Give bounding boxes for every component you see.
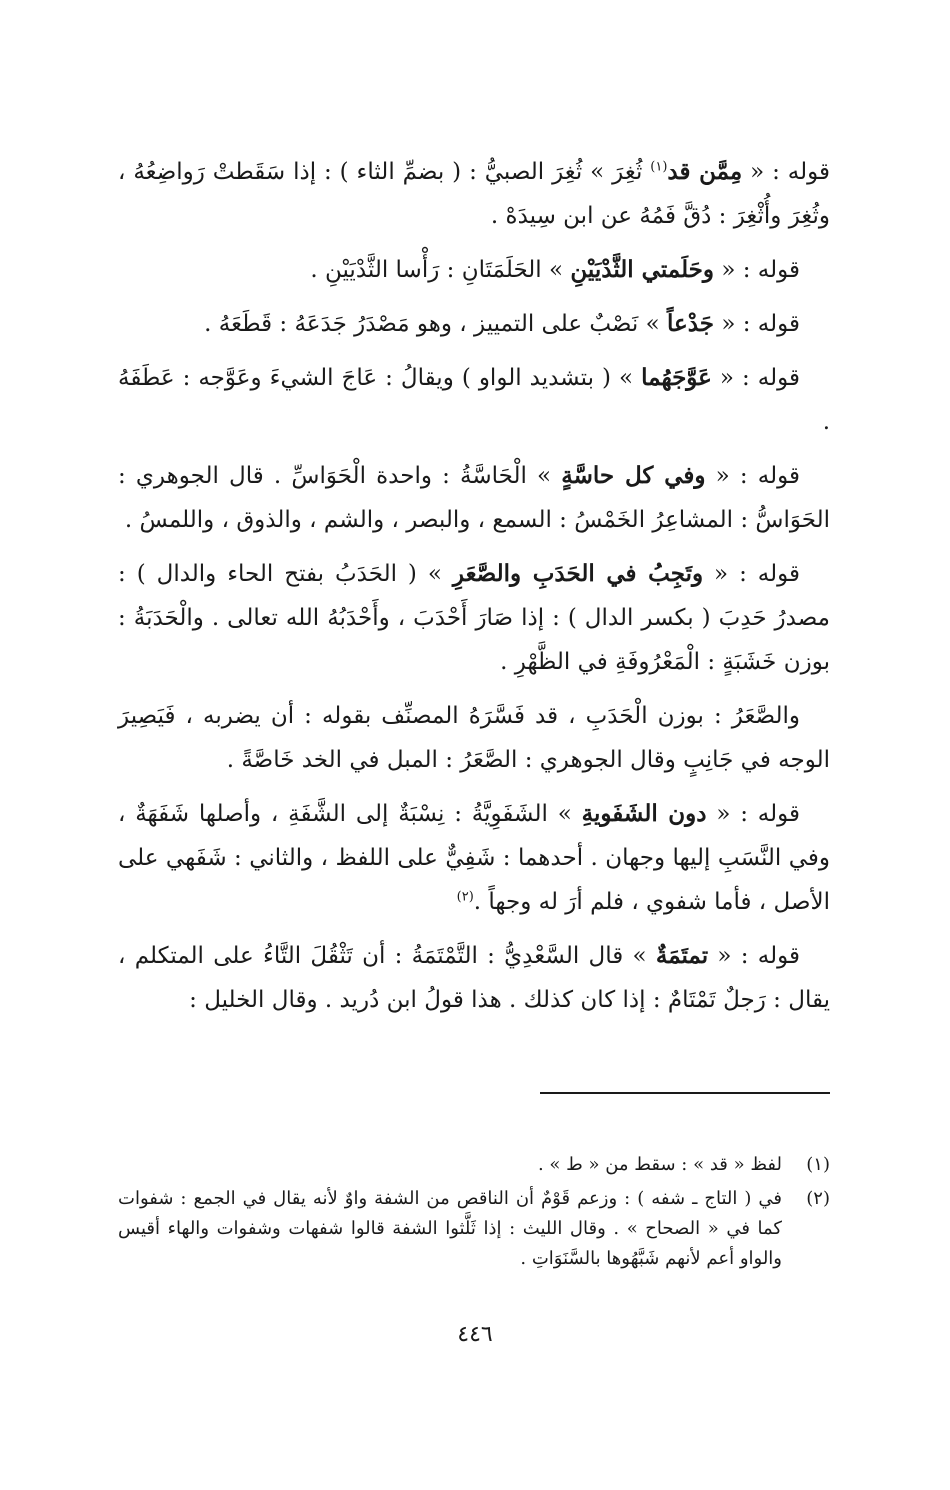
paragraph-text: ثُغِرَ » ثُغِرَ الصبيُّ : ( بضمِّ الثاء ) : إذا سَقَطتْ رَواضِعُهُ ، وثُغِرَ وأُثْغِرَ : دُقَّ فَمُهُ عن ابن سِيدَهْ .: [118, 159, 830, 229]
paragraph: [118, 302, 830, 346]
footnote-divider: [540, 1092, 830, 1094]
paragraph-text: والصَّعَرُ : بوزن الْحَدَبِ ، قد فَسَّرَهُ المصنِّف بقوله : أن يضربه ، فَيَصِيرَ الوجه في جَانِبٍ وقال الجوهري : الصَّعَرُ : المبل في الخد خَاصَّةً .: [118, 703, 830, 773]
headword: دون الشَفَويةِ: [581, 800, 707, 827]
paragraph: [118, 248, 830, 292]
headword: تمتَمَةٌ: [655, 942, 709, 969]
paragraph: [118, 150, 830, 238]
headword: وحَلَمتي الثَّدْيَيْنِ: [570, 256, 715, 283]
footnote-text: لفظ « قد » : سقط من « ط » .: [537, 1154, 782, 1175]
main-text: [118, 150, 830, 1032]
footnotes: [118, 1150, 830, 1278]
paragraph-text: » ( الحَدَبُ بفتح الحاء والدال ) : مصدرُ حَدِبَ ( بكسر الدال ) : إذا صَارَ أَحْدَبَ ، وأَحْدَبُهُ الله تعالى . والْحَدَبَةُ : بوزن خَشَبَةٍ : الْمَعْرُوفَةِ في الظَّهْرِ .: [118, 561, 830, 675]
paragraph-text: » قال السَّعْدِيُّ : التَّمْتَمَةُ : أن تَثْقُلَ التَّاءُ على المتكلم ، يقال : رَجلٌ تَمْتَامٌ : إذا كان كذلك . هذا قولُ ابن دُريد . وقال الخليل :: [118, 943, 830, 1013]
paragraph-lead: قوله : «: [706, 801, 800, 827]
footnote: [118, 1150, 830, 1180]
page-number: ٤٤٦: [457, 1322, 493, 1347]
headword: عَوَّجَهُما: [641, 364, 712, 391]
paragraph-text: » الشَفَوِيَّةُ : نِسْبَةٌ إلى الشَّفَةِ ، وأصلها شَفَهَةٌ ، وفي النَّسَبِ إليها وجهان . أحدهما : شَفِيٌّ على اللفظ ، والثاني : شَفَهي على الأصل ، فأما شفوي ، فلم أرَ له وجهاً .: [118, 801, 830, 915]
paragraph-lead: قوله : «: [703, 561, 800, 587]
footnote: [118, 1184, 830, 1274]
paragraph-lead: قوله : «: [708, 943, 800, 969]
paragraph-lead: قوله : «: [714, 257, 800, 283]
footnote-number: (١): [806, 1154, 830, 1175]
paragraph: [118, 356, 830, 444]
paragraph-text: » الْحَاسَّةُ : واحدة الْحَوَاسِّ . قال الجوهري : الحَوَاسُّ : المشاعِرُ الخَمْسُ : السمع ، والبصر ، والشم ، والذوق ، واللمسُ .: [118, 463, 830, 533]
paragraph-lead: قوله : «: [714, 311, 800, 337]
headword: وتَجِبُ في الحَدَبِ والصَّعَرِ: [452, 560, 704, 587]
headword: وفي كل حاسَّةٍ: [561, 462, 706, 489]
paragraph: [118, 552, 830, 684]
headword: مِمَّن قد: [667, 158, 743, 185]
paragraph: [118, 454, 830, 542]
paragraph-text: » ( بتشديد الواو ) ويقالُ : عَاجَ الشيءَ وعَوَّجه : عَطَفَهُ .: [118, 365, 830, 435]
footnote-text: في ( التاج ـ شفه ) : وزعم قَوْمٌ أن الناقص من الشفة واوٌ لأنه يقال في الجمع : شفوات كما في « الصحاح » . وقال الليث : إذا ثَلَّثوا الشفة قالوا شفهات وشفوات والهاء أقيس والواو أعم لأنهم شَبَّهُوها بالسَّنَوَاتِ .: [118, 1188, 782, 1269]
paragraph-text: » نَصْبٌ على التمييز ، وهو مَصْدَرُ جَدَعَهُ : قَطَعَهُ .: [204, 311, 667, 337]
paragraph: [118, 792, 830, 924]
paragraph-lead: قوله : «: [711, 365, 800, 391]
paragraph-lead: قوله : «: [705, 463, 800, 489]
paragraph: [118, 694, 830, 782]
headword: جَدْعاً: [666, 310, 715, 337]
paragraph: [118, 934, 830, 1022]
footnote-number: (٢): [806, 1188, 830, 1209]
footnote-mark[interactable]: (١): [650, 159, 668, 175]
footnote-mark[interactable]: (٢): [456, 889, 474, 905]
paragraph-lead: قوله : «: [742, 159, 830, 185]
paragraph-text: » الحَلَمَتَانِ : رَأْسا الثَّدْيَيْنِ .: [310, 257, 571, 283]
